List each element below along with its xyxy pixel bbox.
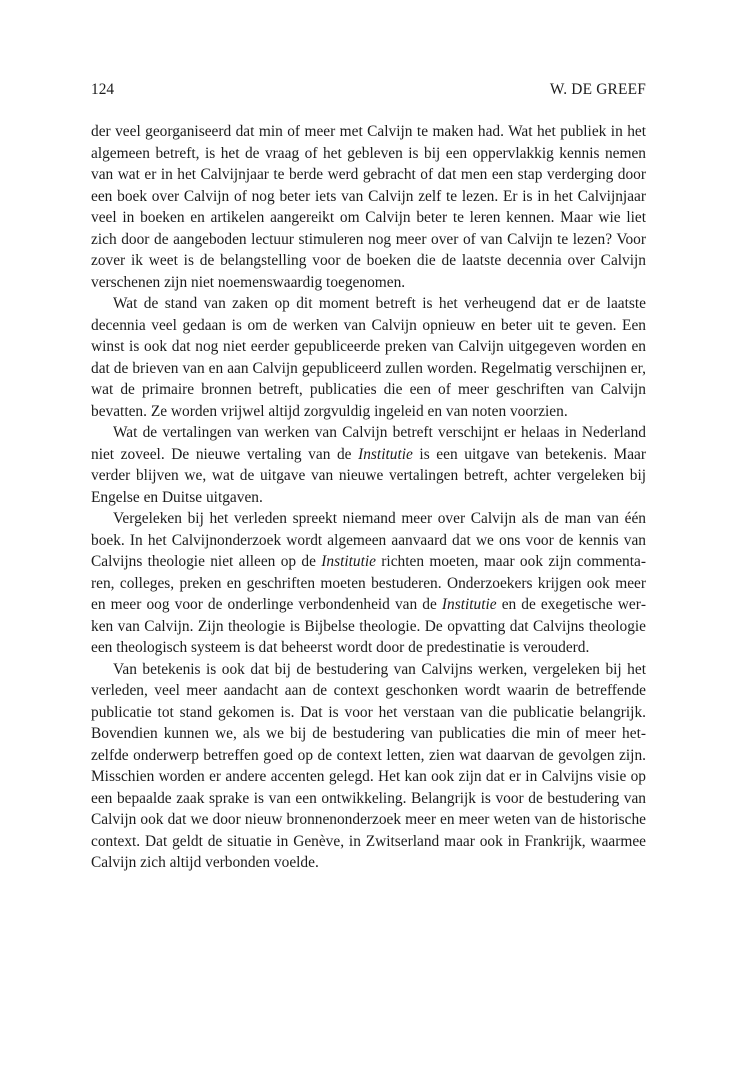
italic-title-text: Institutie (358, 445, 413, 463)
body-text (91, 121, 646, 874)
paragraph-1 (91, 121, 646, 293)
paragraph-text: der veel georganiseerd dat min of meer met Calvijn te maken had. Wat het publiek in het algemeen betreft, is het de vraag of het gebleven is bij een oppervlakkig kennis nemen van wat er in het Calvijnjaar te berde werd gebracht of dat men een stap verderging door een boek over Calvijn of nog beter iets van Calvijn zelf te lezen. Er is in het Calvijnjaar veel in boeken en artikelen aangereikt om Calvijn beter te leren kennen. Maar wie liet zich door de aangeboden lectuur stimuleren nog meer over of van Calvijn te lezen? Voor zover ik weet is de belangstelling voor de boeken die de laatste decennia over Calvijn verschenen zijn niet noemenswaardig toegenomen. (91, 123, 646, 291)
paragraph-text: Van betekenis is ook dat bij de bestudering van Calvijns werken, vergeleken bij het verleden, veel meer aandacht aan de context geschonken wordt waarin de betreffende publicatie tot stand gekomen is. Dat is voor het verstaan van die publicatie belangrijk. Bovendien kunnen we, als we bij de bestudering van publicaties die min of meer hetzelfde onderwerp betreffen goed op de context letten, zien wat daarvan de gevolgen zijn. Misschien worden er andere accenten gelegd. Het kan ook zijn dat er in Calvijns visie op een bepaalde zaak sprake is van een ontwikkeling. Belangrijk is voor de bestudering van Calvijn ook dat we door nieuw bronnenonderzoek meer en meer weten van de historische context. Dat geldt de situatie in Genève, in Zwitserland maar ook in Frankrijk, waarmee Calvijn zich altijd verbonden voelde. (91, 660, 646, 871)
paragraph-5 (91, 659, 646, 874)
italic-title-text: Institutie (321, 553, 376, 570)
paragraph-text: Vergeleken bij het verleden spreekt niemand meer over Calvijn als de man van één boek. In het Calvijnonderzoek wordt algemeen aanvaard dat we ons voor de kennis van Calvijns theologie niet alleen op de (91, 510, 646, 570)
page-number: 124 (91, 81, 115, 98)
paragraph-3 (91, 422, 646, 508)
running-head (91, 80, 646, 102)
paragraph-text: Wat de stand van zaken op dit moment betreft is het verheugend dat er de laatste decennia veel gedaan is om de werken van Calvijn opnieuw en beter uit te geven. Een winst is ook dat nog niet eerder gepubliceerde preken van Calvijn uitgegeven worden en dat de brieven van en aan Calvijn gepubliceerd zullen worden. Regelmatig verschijnen er, wat de primaire bronnen betreft, publicaties die een of meer geschriften van Calvijn bevatten. Ze worden vrijwel altijd zorgvuldig ingeleid en van noten voorzien. (91, 295, 646, 420)
paragraph-text: en de exegetische werken van Calvijn. Zijn theologie is Bijbelse theologie. De opvatting dat Calvijns theologie een theologisch systeem is dat beheerst wordt door de predestinatie is verouderd. (91, 596, 646, 656)
paragraph-text: is een uitgave van betekenis. Maar verder blijven we, wat de uitgave van nieuwe vertalingen betreft, achter vergeleken bij Engelse en Duitse uitgaven. (91, 445, 646, 506)
running-title: W. DE GREEF (549, 81, 646, 98)
paragraph-text: Wat de vertalingen van werken van Calvijn betreft verschijnt er helaas in Nederland niet zoveel. De nieuwe vertaling van de (91, 424, 646, 463)
paragraph-text: richten moeten, maar ook zijn commentaren, colleges, preken en geschriften moeten bestuderen. Onderzoekers krijgen ook meer en meer oog voor de onderlinge verbondenheid van de (91, 553, 646, 613)
italic-title-text: Institutie (441, 596, 497, 613)
paragraph-4 (91, 508, 646, 659)
paragraph-2 (91, 293, 646, 422)
